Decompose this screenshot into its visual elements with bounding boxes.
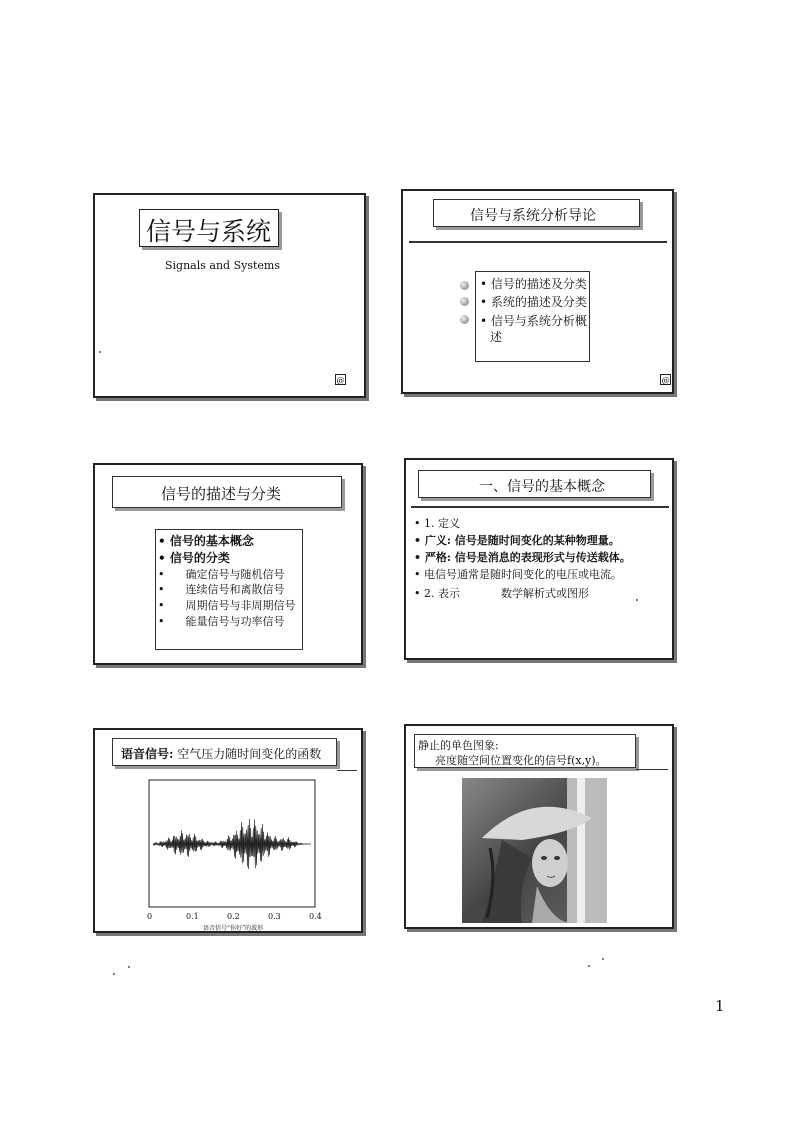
x-tick-2: 0.2 <box>227 912 240 921</box>
slide-2-title: 信号与系统分析导论 <box>470 208 596 224</box>
slide-2 <box>401 189 674 394</box>
list-item: • 电信号通常是随时间变化的电压或电流。 <box>414 568 622 581</box>
slide-1-subtitle: Signals and Systems <box>165 259 280 272</box>
slide-4-title-box <box>418 470 651 498</box>
x-tick-4: 0.4 <box>309 912 322 921</box>
list-item: • 系统的描述及分类 <box>480 295 587 309</box>
page-number: 1 <box>715 997 725 1015</box>
slide-5-title-box <box>112 738 337 766</box>
slide-1 <box>93 193 366 398</box>
lena-photo <box>462 778 607 923</box>
list-item: • 信号的基本概念 <box>158 534 254 548</box>
list-item: • 确定信号与随机信号 <box>158 568 285 581</box>
x-tick-1: 0.1 <box>186 912 199 921</box>
list-item: • 2. 表示 <box>414 587 460 600</box>
slide-6-rule <box>636 769 668 770</box>
slide-3-title: 信号的描述与分类 <box>161 485 282 503</box>
home-icon[interactable]: @ <box>336 376 345 385</box>
slide-6-title-box <box>414 734 636 768</box>
slide-4-rule <box>411 506 669 508</box>
list-item: • 周期信号与非周期信号 <box>158 599 296 612</box>
slide-6 <box>404 724 674 929</box>
slide-4 <box>404 458 674 660</box>
slide-1-title: 信号与系统 <box>146 217 272 246</box>
bullet-ball-icon <box>460 281 469 290</box>
slide-3-list-box <box>155 529 303 650</box>
slide-4-title: 一、信号的基本概念 <box>479 479 605 495</box>
list-item: • 信号与系统分析概 <box>480 314 587 328</box>
list-item: • 1. 定义 <box>414 517 460 530</box>
list-item: 数学解析式或图形 <box>501 587 589 600</box>
waveform-plot <box>145 778 320 918</box>
slide-5-rule <box>337 770 357 771</box>
slide-5 <box>93 728 363 933</box>
slide-6-line-2: 亮度随空间位置变化的信号f(x,y)。 <box>435 754 607 767</box>
list-item: • 广义: 信号是随时间变化的某种物理量。 <box>414 534 620 547</box>
slide-2-list-box <box>475 271 590 362</box>
slide-2-rule <box>409 241 667 243</box>
list-item: • 连续信号和离散信号 <box>158 583 285 596</box>
x-tick-3: 0.3 <box>268 912 281 921</box>
slide-3-title-box <box>112 476 342 508</box>
slide-3 <box>93 463 363 665</box>
slide-1-title-box <box>139 209 279 247</box>
bullet-ball-icon <box>460 297 469 306</box>
x-tick-0: 0 <box>147 912 153 921</box>
list-item: • 信号的分类 <box>158 551 230 565</box>
slide-2-title-box <box>433 199 640 227</box>
scan-speck <box>113 973 115 975</box>
list-item: • 能量信号与功率信号 <box>158 615 285 628</box>
list-item: • 严格: 信号是消息的表现形式与传送载体。 <box>414 551 631 564</box>
plot-caption: 语音信号“你好”的波形 <box>203 925 264 932</box>
slide-6-line-1: 静止的单色图象: <box>418 739 499 752</box>
home-icon[interactable]: @ <box>661 376 670 385</box>
scan-speck <box>636 599 638 601</box>
scan-speck <box>99 351 101 353</box>
scan-speck <box>588 965 590 967</box>
list-item: • 信号的描述及分类 <box>480 277 587 291</box>
scan-speck <box>602 958 604 960</box>
list-item: 述 <box>490 330 503 344</box>
scan-speck <box>128 966 130 968</box>
bullet-ball-icon <box>460 315 469 324</box>
slide-5-title: 语音信号: 空气压力随时间变化的函数 <box>121 747 322 761</box>
